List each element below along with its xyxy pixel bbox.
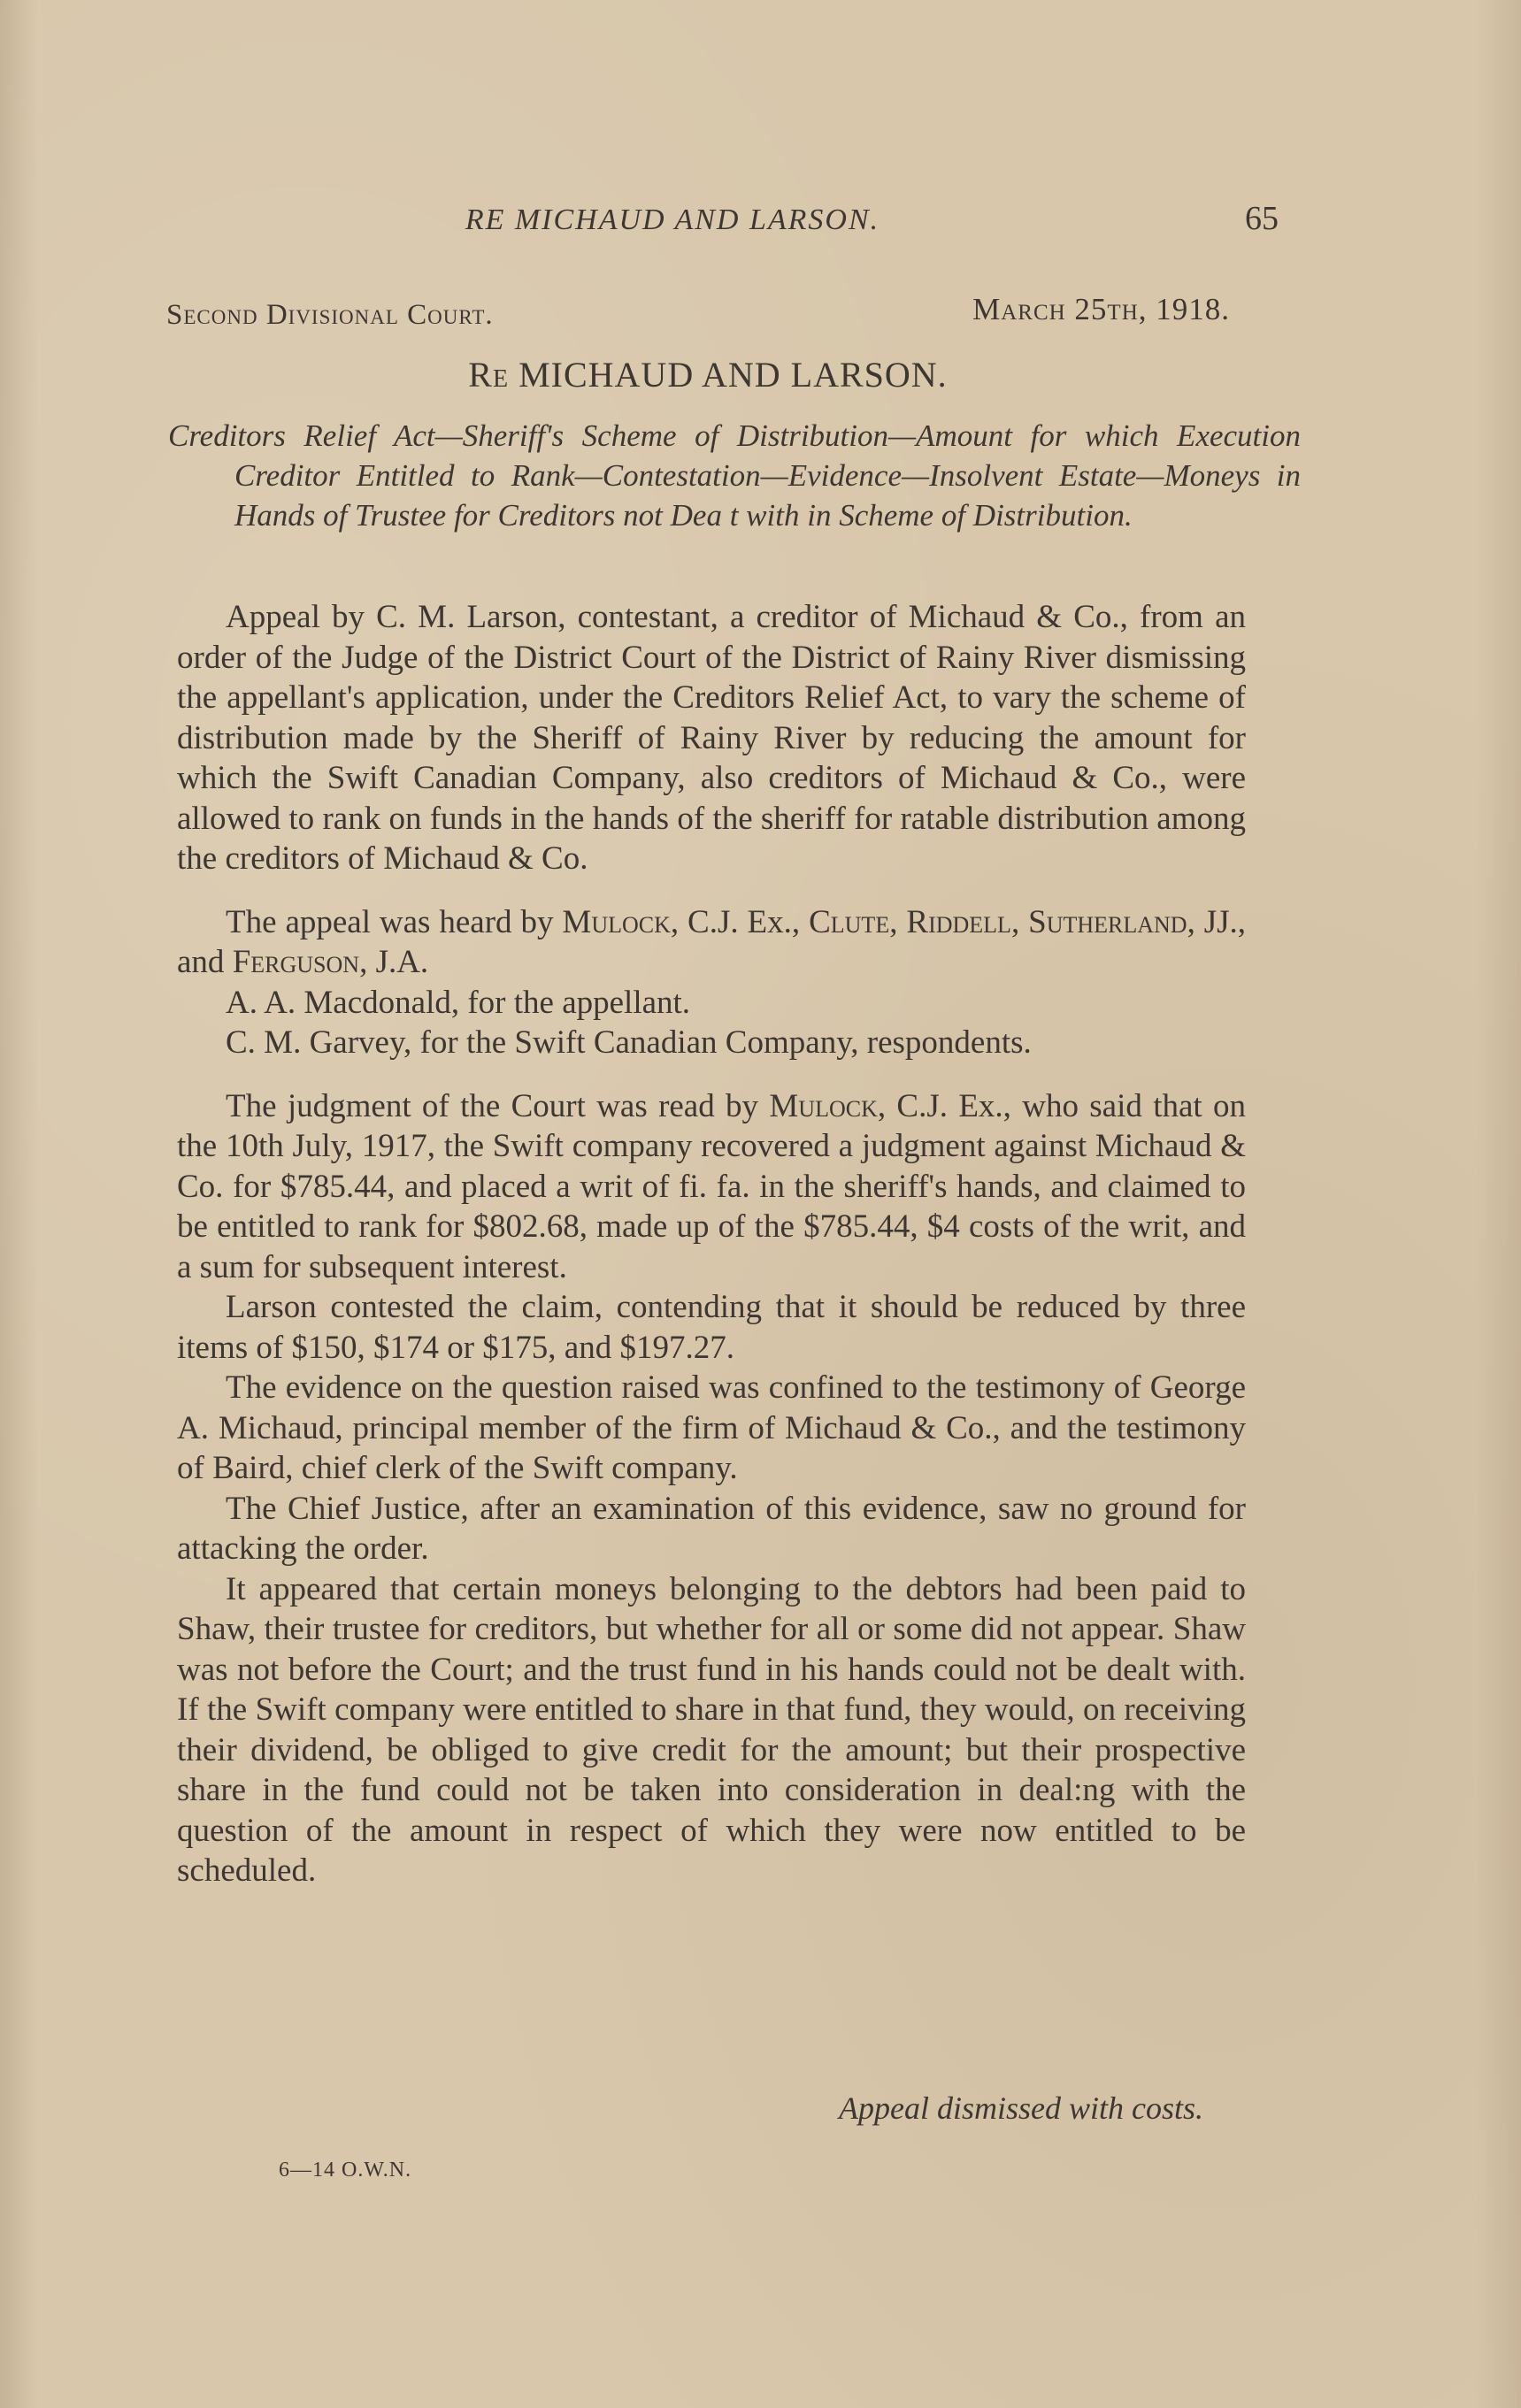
page-number: 65 (1245, 200, 1279, 237)
court-name: Second Divisional Court. (166, 299, 494, 331)
running-head: RE MICHAUD AND LARSON. (465, 203, 880, 236)
judgment-read-judge: Mulock (769, 1087, 878, 1124)
heard-jj: , JJ., and (177, 903, 1247, 980)
larson-contested-paragraph: Larson contested the claim, contending that it should be reduced by three items of $150, $174 or $175, and $197.27. (177, 1289, 1246, 1366)
judge-riddell: Riddell (906, 903, 1011, 940)
judgment-read-suffix: , C.J. Ex., who said that on the 10th July, 1917, the Swift company recovered a judgment against Michaud & Co. for $785.44, and placed a writ of fi. fa. in the sheriff's hands, and claimed to be entitled to rank for $802.68, made up of the $785.44, $4 costs of the writ, and a sum for subsequent interest. (177, 1087, 1247, 1285)
case-title-prefix: Re (468, 355, 510, 395)
disposition: Appeal dismissed with costs. (839, 2090, 1203, 2126)
heard-before-paragraph: The appeal was heard by Mulock, C.J. Ex., Clute, Riddell, Sutherland, JJ., and Ferguson, J.A. (177, 903, 1247, 980)
case-title (354, 354, 1062, 395)
judge-ferguson: Ferguson (232, 944, 360, 980)
heard-before-text: The appeal was heard by (226, 903, 554, 940)
heard-cj: , C.J. Ex., (670, 903, 801, 940)
moneys-paragraph: It appeared that certain moneys belonging to the debtors had been paid to Shaw, their trustee for creditors, but whether for all or some did not appear. Shaw was not before the Court; and the trust fund in his hands could not be dealt with. If the Swift company were entitled to share in that fund, they would, on receiving their dividend, be obliged to give credit for the amount; but their prospective share in the fund could not be taken into consideration in deal:ng with the question of the amount in respect of which they were now entitled to be scheduled. (177, 1570, 1246, 1889)
headnote: Creditors Relief Act—Sheriff's Scheme of Distribution—Amount for which Execution Creditor Entitled to Rank—Contestation—Evidence—Insolvent Estate—Moneys in Hands of Trustee for Creditors not Dea t with in Scheme of Distribution. (168, 418, 1301, 533)
judge-sutherland: Sutherland (1028, 903, 1187, 940)
appeal-intro-paragraph: Appeal by C. M. Larson, contestant, a creditor of Michaud & Co., from an order of the Judge of the District Court of the District of Rainy River dismissing the appellant's application, under the Creditors Relief Act, to vary the scheme of distribution made by the Sheriff of Rainy River by reducing the amount for which the Swift Canadian Company, also creditors of Michaud & Co., were allowed to rank on funds in the hands of the sheriff for ratable distribution among the creditors of Michaud & Co. (177, 599, 1246, 877)
judgment-read-prefix: The judgment of the Court was read by (226, 1087, 759, 1124)
judge-mulock: Mulock (562, 903, 671, 940)
chief-justice-paragraph: The Chief Justice, after an examination of this evidence, saw no ground for attacking the order. (177, 1490, 1246, 1567)
judgment-read-paragraph (177, 1086, 1246, 1288)
judge-clute: Clute (809, 903, 890, 940)
signature-mark: 6—14 O.W.N. (279, 2159, 412, 2182)
decision-date: March 25th, 1918. (972, 292, 1230, 326)
counsel-appellant: A. A. Macdonald, for the appellant. (226, 984, 691, 1021)
evidence-paragraph: The evidence on the question raised was confined to the testimony of George A. Michaud, principal member of the firm of Michaud & Co., and the testimony of Baird, chief clerk of the Swift company. (177, 1369, 1246, 1486)
judgment-body (177, 597, 1246, 1891)
counsel-respondents: C. M. Garvey, for the Swift Canadian Company, respondents. (226, 1024, 1032, 1061)
case-title-main: MICHAUD AND LARSON. (519, 355, 948, 395)
heard-ja: , J.A. (359, 944, 429, 980)
